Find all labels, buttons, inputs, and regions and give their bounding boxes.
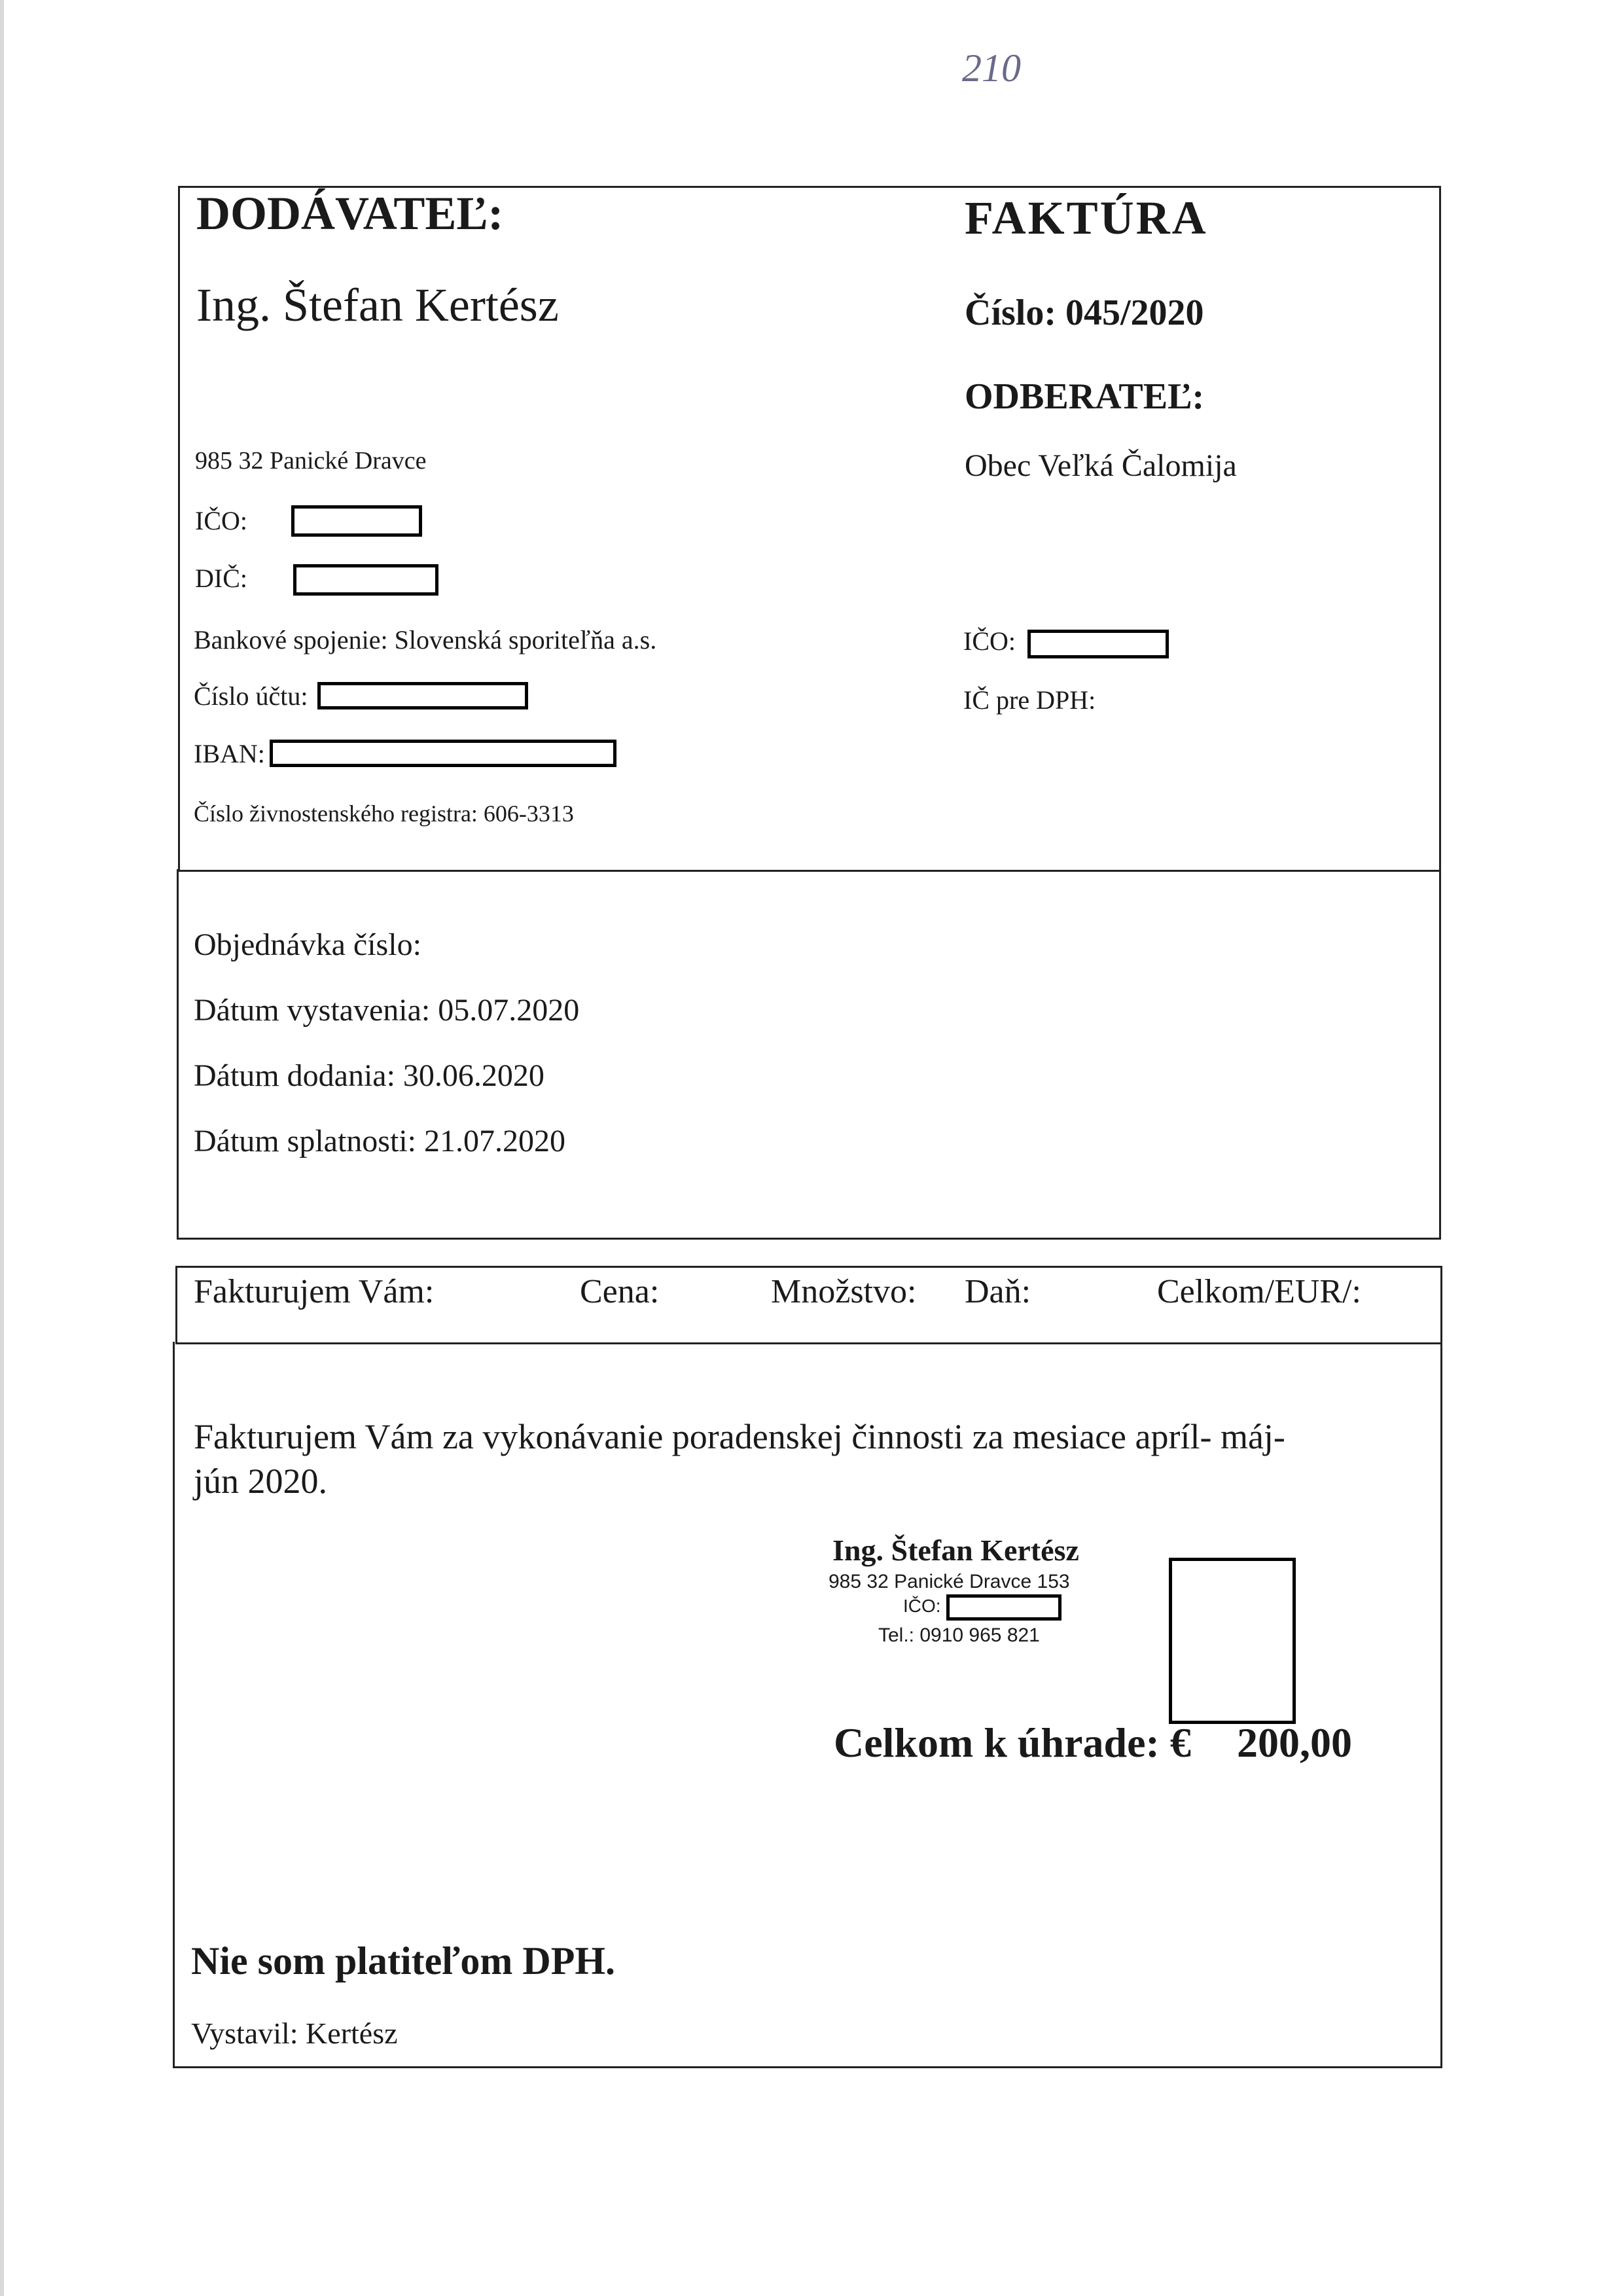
stamp-address: 985 32 Panické Dravce 153 bbox=[829, 1571, 1070, 1592]
redacted-customer-ico bbox=[1027, 630, 1169, 658]
stamp-ico-label: IČO: bbox=[903, 1596, 941, 1616]
date-issued: Dátum vystavenia: 05.07.2020 bbox=[194, 993, 580, 1028]
supplier-trade-register: Číslo živnostenského registra: 606-3313 bbox=[194, 800, 574, 827]
supplier-heading: DODÁVATEĽ: bbox=[196, 187, 504, 240]
total-label: Celkom k úhrade: € bbox=[834, 1719, 1191, 1766]
supplier-dic-label: DIČ: bbox=[195, 564, 247, 593]
redacted-signature bbox=[1169, 1558, 1296, 1724]
header-price: Cena: bbox=[580, 1273, 660, 1310]
customer-ico-label: IČO: bbox=[963, 626, 1016, 656]
stamp-phone: Tel.: 0910 965 821 bbox=[878, 1624, 1040, 1646]
supplier-iban-label: IBAN: bbox=[194, 739, 265, 768]
customer-vat-label: IČ pre DPH: bbox=[963, 685, 1096, 715]
invoice-number: Číslo: 045/2020 bbox=[965, 293, 1204, 333]
redacted-stamp-ico bbox=[946, 1594, 1061, 1621]
order-number: Objednávka číslo: bbox=[194, 927, 421, 962]
service-description-line1: Fakturujem Vám za vykonávanie poradenskej činnosti za mesiace apríl- máj- bbox=[194, 1417, 1285, 1456]
supplier-name: Ing. Štefan Kertész bbox=[196, 279, 559, 331]
header-tax: Daň: bbox=[965, 1273, 1031, 1310]
header-quantity: Množstvo: bbox=[771, 1273, 917, 1310]
issued-by: Vystavil: Kertész bbox=[191, 2017, 398, 2050]
date-due: Dátum splatnosti: 21.07.2020 bbox=[194, 1124, 565, 1158]
customer-heading: ODBERATEĽ: bbox=[965, 376, 1205, 417]
header-total: Celkom/EUR/: bbox=[1157, 1273, 1361, 1310]
service-description-line2: jún 2020. bbox=[194, 1462, 328, 1501]
dates-box bbox=[177, 869, 1441, 1240]
invoice-heading: FAKTÚRA bbox=[965, 192, 1208, 244]
vat-note: Nie som platiteľom DPH. bbox=[191, 1939, 616, 1982]
stamp-name: Ing. Štefan Kertész bbox=[832, 1534, 1079, 1567]
redacted-account bbox=[317, 682, 528, 709]
customer-name: Obec Veľká Čalomija bbox=[965, 448, 1237, 483]
supplier-ico-label: IČO: bbox=[195, 506, 247, 535]
total-amount: 200,00 bbox=[1237, 1719, 1352, 1766]
supplier-account-label: Číslo účtu: bbox=[194, 681, 308, 711]
supplier-bank: Bankové spojenie: Slovenská sporiteľňa a.s. bbox=[194, 625, 657, 655]
page-edge bbox=[0, 0, 4, 2296]
date-delivered: Dátum dodania: 30.06.2020 bbox=[194, 1058, 544, 1093]
redacted-ico bbox=[291, 505, 422, 537]
redacted-iban bbox=[270, 740, 616, 767]
supplier-address: 985 32 Panické Dravce bbox=[195, 447, 427, 475]
header-description: Fakturujem Vám: bbox=[194, 1273, 435, 1310]
redacted-dic bbox=[293, 564, 438, 596]
handwritten-note: 210 bbox=[962, 46, 1021, 90]
